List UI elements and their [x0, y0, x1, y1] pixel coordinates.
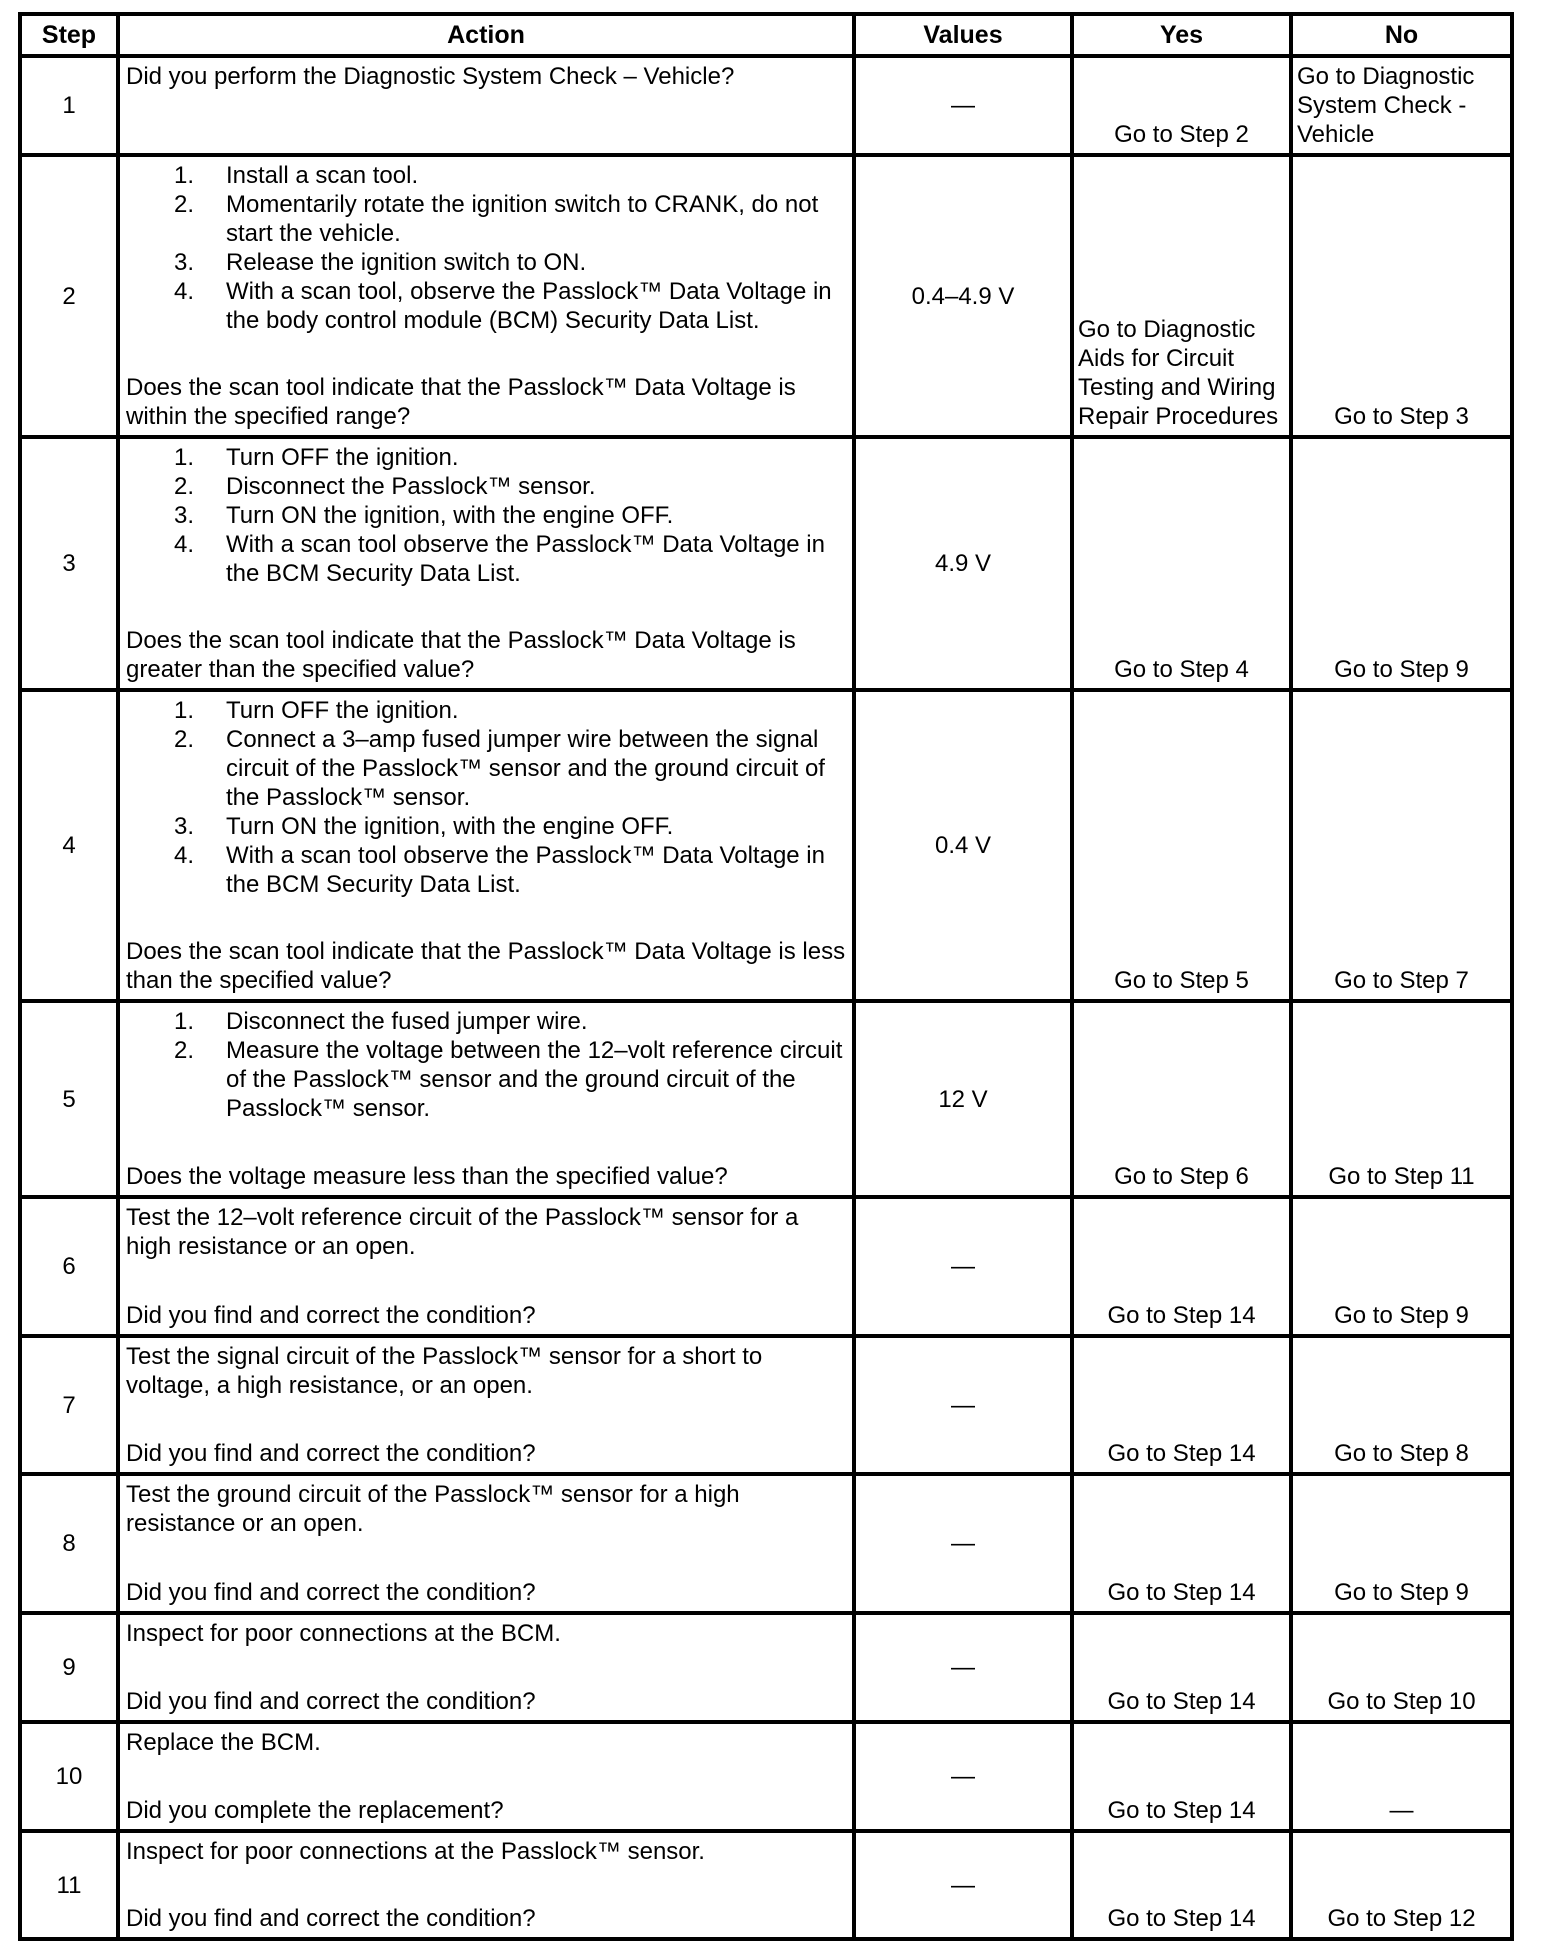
action-cell: [118, 1613, 854, 1722]
header-action: Action: [118, 14, 854, 56]
step-number: 8: [20, 1474, 118, 1613]
step-number: 3: [20, 437, 118, 690]
action-intro: Test the signal circuit of the Passlock™ sensor for a short to voltage, a high resistance, or an open.: [126, 1343, 763, 1399]
table-row: [20, 1613, 1512, 1722]
step-number: 11: [20, 1831, 118, 1939]
action-intro: Test the 12–volt reference circuit of the Passlock™ sensor for a high resistance or an open.: [126, 1204, 799, 1260]
step-number: 9: [20, 1613, 118, 1722]
action-step-item: 4. With a scan tool observe the Passlock™ Data Voltage in the BCM Security Data List.: [174, 842, 825, 898]
no-cell: Go to Step 11: [1291, 1001, 1512, 1197]
table-row: [20, 155, 1512, 437]
table-row: [20, 1831, 1512, 1939]
step-number: 7: [20, 1336, 118, 1474]
action-question: Did you find and correct the condition?: [126, 1905, 536, 1932]
action-question: Did you find and correct the condition?: [126, 1440, 536, 1467]
action-cell: [118, 1001, 854, 1197]
step-number: 1: [20, 56, 118, 155]
action-question: Does the scan tool indicate that the Passlock™ Data Voltage is greater than the specified value?: [126, 627, 796, 683]
yes-cell: Go to Step 5: [1072, 690, 1291, 1001]
table-row: [20, 1197, 1512, 1336]
yes-cell: Go to Step 14: [1072, 1197, 1291, 1336]
action-step-item: 1. Install a scan tool.: [174, 162, 419, 189]
yes-cell: Go to Step 2: [1072, 56, 1291, 155]
table-row: [20, 56, 1512, 155]
no-cell: —: [1291, 1722, 1512, 1831]
action-steps: [126, 1007, 846, 1123]
action-cell: [118, 1474, 854, 1613]
action-steps: [126, 161, 846, 335]
value-cell: —: [854, 1197, 1072, 1336]
value-cell: —: [854, 1831, 1072, 1939]
action-cell: [118, 1722, 854, 1831]
action-intro: Replace the BCM.: [126, 1729, 321, 1756]
action-step-item: 4. With a scan tool observe the Passlock™ Data Voltage in the BCM Security Data List.: [174, 531, 825, 587]
table-row: [20, 690, 1512, 1001]
action-step-item: 2. Connect a 3–amp fused jumper wire between the signal circuit of the Passlock™ sensor and the ground circuit of the Passlock™ sensor.: [174, 726, 825, 811]
yes-cell: Go to Step 4: [1072, 437, 1291, 690]
value-cell: 4.9 V: [854, 437, 1072, 690]
action-steps: [126, 443, 846, 588]
no-cell: Go to Step 7: [1291, 690, 1512, 1001]
yes-cell: Go to Diagnostic Aids for Circuit Testing and Wiring Repair Procedures: [1072, 155, 1291, 437]
yes-cell: Go to Step 6: [1072, 1001, 1291, 1197]
action-cell: [118, 1336, 854, 1474]
action-cell: [118, 56, 854, 155]
yes-cell: Go to Step 14: [1072, 1722, 1291, 1831]
table-row: [20, 1722, 1512, 1831]
step-number: 6: [20, 1197, 118, 1336]
no-cell: Go to Step 3: [1291, 155, 1512, 437]
action-intro: Inspect for poor connections at the BCM.: [126, 1620, 561, 1647]
no-cell: Go to Diagnostic System Check - Vehicle: [1291, 56, 1512, 155]
yes-cell: Go to Step 14: [1072, 1474, 1291, 1613]
action-step-item: 3. Release the ignition switch to ON.: [174, 249, 587, 276]
action-question: Does the scan tool indicate that the Passlock™ Data Voltage is within the specified range?: [126, 374, 796, 430]
value-cell: —: [854, 1613, 1072, 1722]
value-cell: —: [854, 56, 1072, 155]
no-cell: Go to Step 9: [1291, 437, 1512, 690]
table-row: [20, 1336, 1512, 1474]
action-step-item: 3. Turn ON the ignition, with the engine OFF.: [174, 813, 674, 840]
action-step-item: 1. Turn OFF the ignition.: [174, 444, 459, 471]
action-question: Did you complete the replacement?: [126, 1797, 504, 1824]
value-cell: —: [854, 1722, 1072, 1831]
yes-cell: Go to Step 14: [1072, 1613, 1291, 1722]
header-step: Step: [20, 14, 118, 56]
action-step-item: 2. Measure the voltage between the 12–volt reference circuit of the Passlock™ sensor and the ground circuit of the Passlock™ sensor.: [174, 1037, 843, 1122]
value-cell: 0.4–4.9 V: [854, 155, 1072, 437]
no-cell: Go to Step 8: [1291, 1336, 1512, 1474]
action-question: Does the voltage measure less than the specified value?: [126, 1163, 728, 1190]
no-cell: Go to Step 12: [1291, 1831, 1512, 1939]
action-cell: [118, 1831, 854, 1939]
action-question: Did you find and correct the condition?: [126, 1688, 536, 1715]
action-intro: Did you perform the Diagnostic System Check – Vehicle?: [126, 63, 735, 90]
action-cell: [118, 155, 854, 437]
action-steps: [126, 696, 846, 899]
header-row: [20, 14, 1512, 56]
table-row: [20, 1474, 1512, 1613]
action-step-item: 2. Momentarily rotate the ignition switch to CRANK, do not start the vehicle.: [174, 191, 819, 247]
action-intro: Inspect for poor connections at the Passlock™ sensor.: [126, 1838, 705, 1865]
no-cell: Go to Step 9: [1291, 1197, 1512, 1336]
action-cell: [118, 1197, 854, 1336]
action-cell: [118, 690, 854, 1001]
action-question: Did you find and correct the condition?: [126, 1302, 536, 1329]
action-step-item: 1. Disconnect the fused jumper wire.: [174, 1008, 588, 1035]
action-step-item: 2. Disconnect the Passlock™ sensor.: [174, 473, 596, 500]
value-cell: 12 V: [854, 1001, 1072, 1197]
header-yes: Yes: [1072, 14, 1291, 56]
value-cell: 0.4 V: [854, 690, 1072, 1001]
table-row: [20, 437, 1512, 690]
step-number: 4: [20, 690, 118, 1001]
action-question: Did you find and correct the condition?: [126, 1579, 536, 1606]
action-intro: Test the ground circuit of the Passlock™ sensor for a high resistance or an open.: [126, 1481, 740, 1537]
header-values: Values: [854, 14, 1072, 56]
no-cell: Go to Step 9: [1291, 1474, 1512, 1613]
value-cell: —: [854, 1474, 1072, 1613]
step-number: 5: [20, 1001, 118, 1197]
value-cell: —: [854, 1336, 1072, 1474]
action-step-item: 3. Turn ON the ignition, with the engine OFF.: [174, 502, 674, 529]
header-no: No: [1291, 14, 1512, 56]
yes-cell: Go to Step 14: [1072, 1831, 1291, 1939]
diagnostic-table: [18, 12, 1514, 1941]
no-cell: Go to Step 10: [1291, 1613, 1512, 1722]
action-step-item: 4. With a scan tool, observe the Passlock™ Data Voltage in the body control module (BCM) Security Data List.: [174, 278, 832, 334]
action-cell: [118, 437, 854, 690]
action-question: Does the scan tool indicate that the Passlock™ Data Voltage is less than the specified value?: [126, 938, 846, 994]
step-number: 10: [20, 1722, 118, 1831]
step-number: 2: [20, 155, 118, 437]
action-step-item: 1. Turn OFF the ignition.: [174, 697, 459, 724]
yes-cell: Go to Step 14: [1072, 1336, 1291, 1474]
table-row: [20, 1001, 1512, 1197]
